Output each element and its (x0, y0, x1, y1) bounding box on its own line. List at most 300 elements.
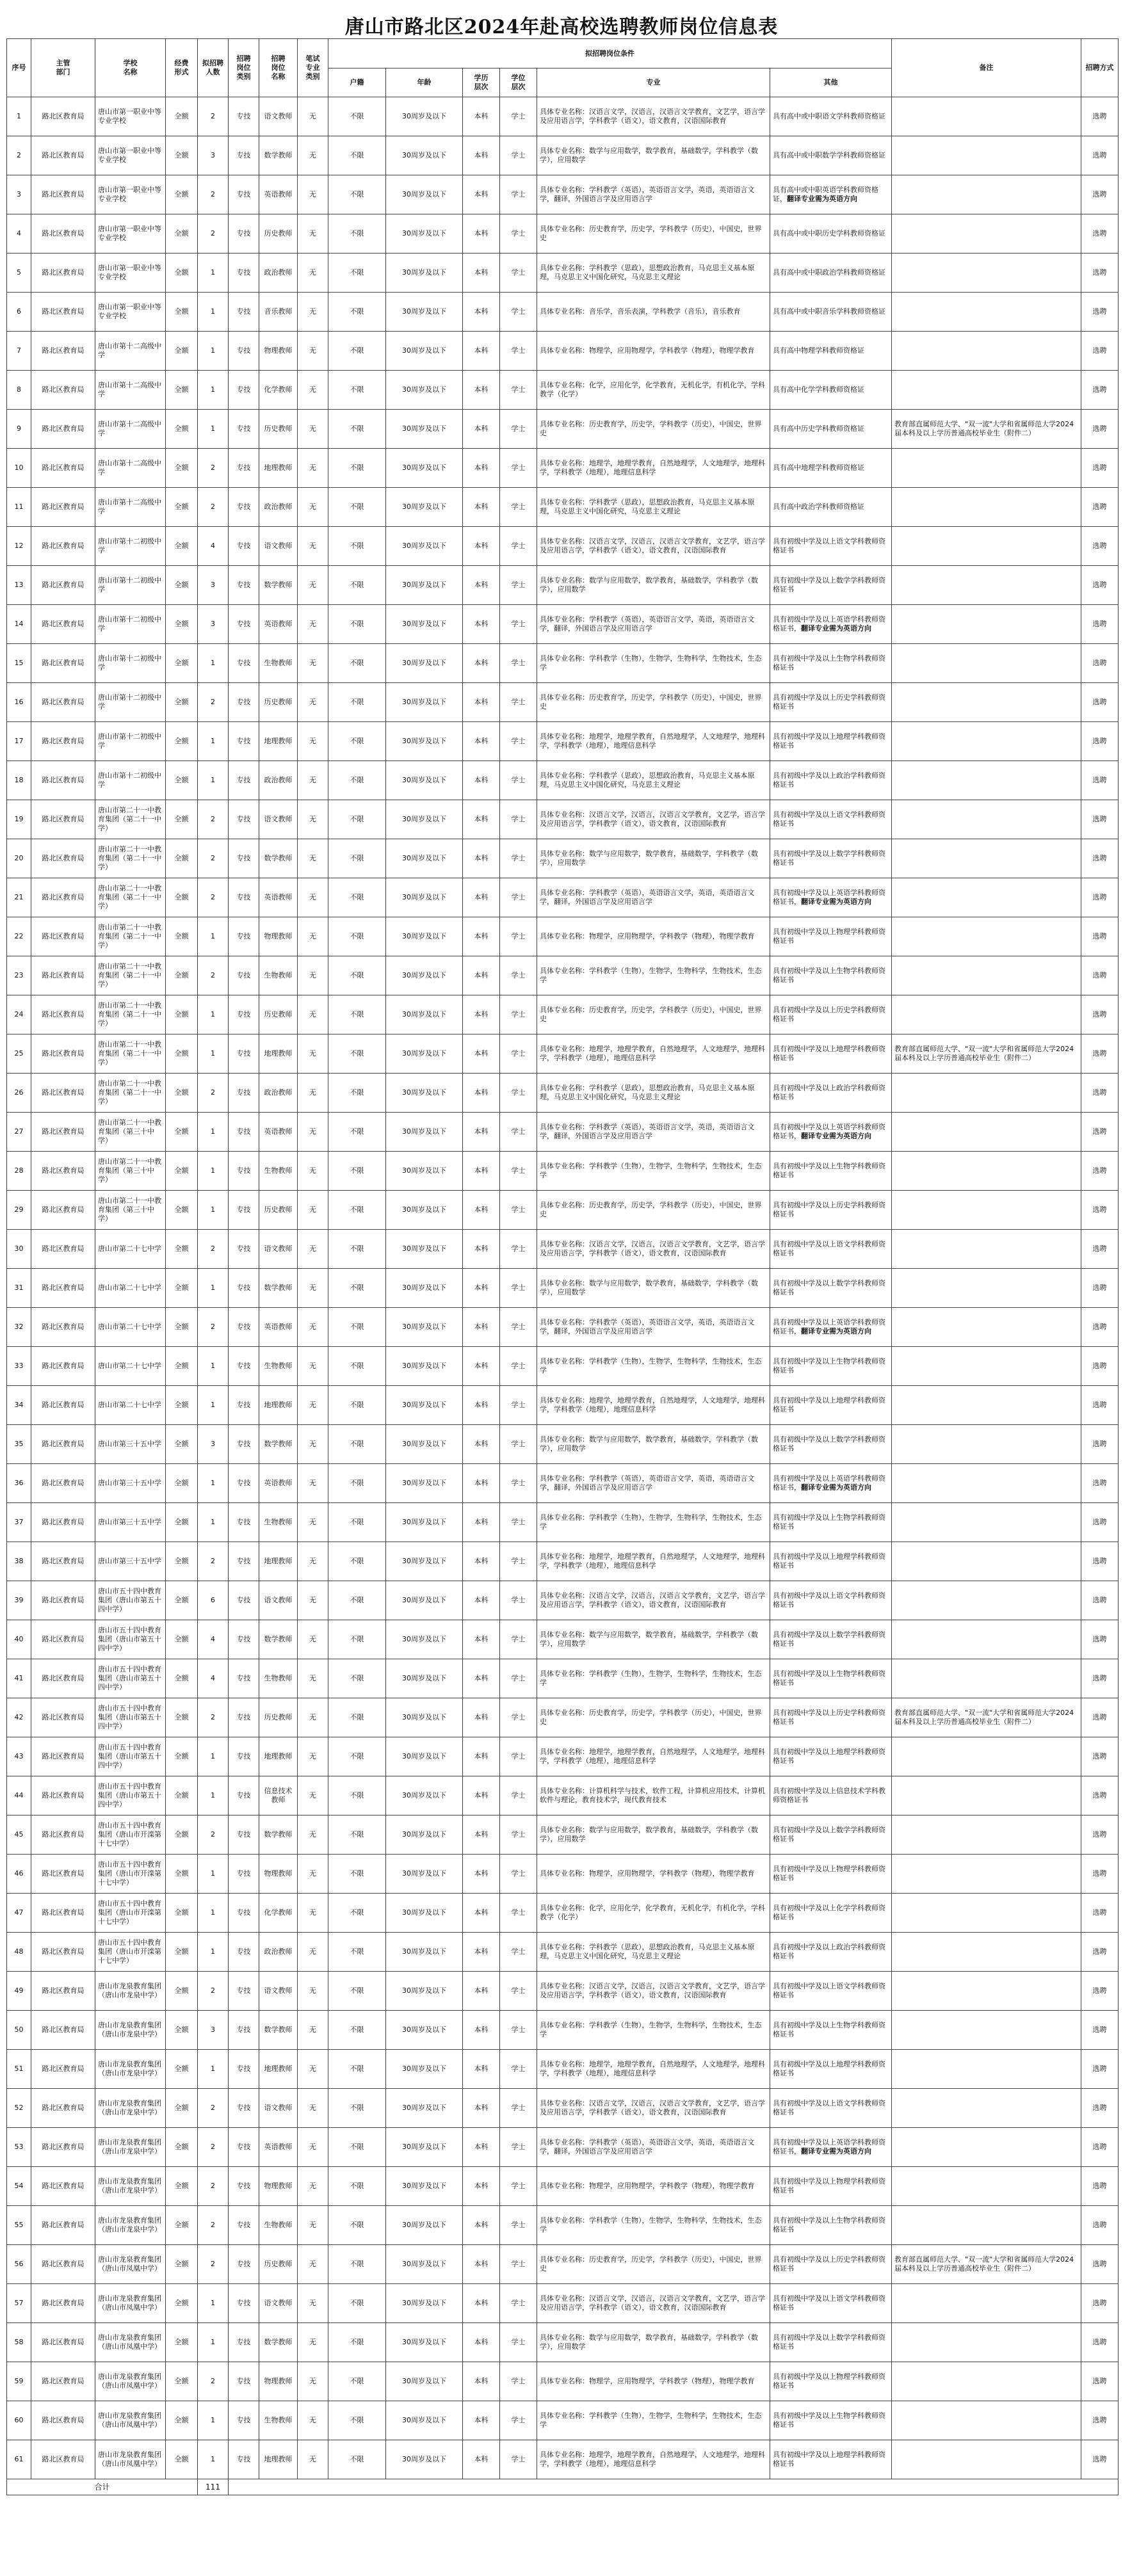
cell-dept: 路北区教育局 (31, 1386, 95, 1425)
cell-funding: 全额 (166, 917, 198, 956)
cell-edu: 本科 (463, 1972, 500, 2011)
cell-post: 物理教师 (259, 1855, 298, 1894)
cell-degree: 学士 (500, 136, 537, 175)
cell-degree: 学士 (500, 1776, 537, 1815)
cell-method: 选聘 (1081, 1386, 1119, 1425)
requirement-text: 具有高中或中职政治学科教师资格证 (773, 268, 885, 277)
cell-degree: 学士 (500, 1464, 537, 1503)
header-funding: 经费 形式 (166, 39, 198, 97)
cell-major: 具体专业名称：学科教学（生物），生物学，生物科学，生物技术，生态学 (537, 644, 770, 683)
cell-hukou: 不限 (328, 410, 386, 449)
page-title: 唐山市路北区2024年赴高校选聘教师岗位信息表 (344, 16, 779, 38)
requirement-text: 具有初级中学及以上生物学科教师资格证书 (773, 2411, 885, 2429)
table-row (7, 488, 1119, 527)
cell-school: 唐山市第二十七中学 (95, 1269, 166, 1308)
cell-post: 物理教师 (259, 917, 298, 956)
cell-degree: 学士 (500, 410, 537, 449)
cell-age: 30周岁及以下 (386, 1347, 463, 1386)
cell-degree: 学士 (500, 214, 537, 254)
cell-school: 唐山市五十四中教育集团（唐山市第五十四中学） (95, 1581, 166, 1620)
table-row (7, 214, 1119, 254)
cell-exam: 无 (298, 566, 328, 605)
cell-funding: 全额 (166, 956, 198, 995)
cell-note: 教育部直属师范大学、"双一流"大学和省属师范大学2024 届本科及以上学历普通高校毕业生（附件二） (892, 2245, 1081, 2284)
cell-exam: 无 (298, 761, 328, 800)
cell-count: 1 (198, 410, 229, 449)
cell-requirement (770, 2050, 892, 2089)
cell-dept: 路北区教育局 (31, 1308, 95, 1347)
cell-category: 专技 (229, 1815, 259, 1855)
cell-degree: 学士 (500, 449, 537, 488)
cell-count: 2 (198, 683, 229, 722)
cell-exam: 无 (298, 214, 328, 254)
cell-hukou: 不限 (328, 2323, 386, 2362)
cell-major: 具体专业名称：学科教学（思政），思想政治教育，马克思主义基本原理，马克思主义中国化研究，马克思主义理论 (537, 761, 770, 800)
cell-major: 具体专业名称：学科教学（思政），思想政治教育，马克思主义基本原理，马克思主义中国化研究，马克思主义理论 (537, 1074, 770, 1113)
cell-count: 2 (198, 1698, 229, 1737)
cell-dept: 路北区教育局 (31, 488, 95, 527)
cell-school: 唐山市第二十七中学 (95, 1386, 166, 1425)
cell-category: 专技 (229, 2128, 259, 2167)
cell-exam: 无 (298, 800, 328, 839)
cell-age: 30周岁及以下 (386, 1464, 463, 1503)
cell-category: 专技 (229, 2089, 259, 2128)
cell-hukou: 不限 (328, 1815, 386, 1855)
cell-post: 语文教师 (259, 97, 298, 136)
cell-seq: 29 (7, 1191, 31, 1230)
cell-major: 具体专业名称：汉语言文学，汉语言，汉语言文学教育，文艺学，语言学及应用语言学，学科教学（语文），语文教育，汉语国际教育 (537, 2284, 770, 2323)
cell-note (892, 566, 1081, 605)
cell-category: 专技 (229, 254, 259, 293)
cell-seq: 24 (7, 995, 31, 1034)
cell-dept: 路北区教育局 (31, 956, 95, 995)
cell-funding: 全额 (166, 1620, 198, 1659)
cell-degree: 学士 (500, 2245, 537, 2284)
cell-note (892, 995, 1081, 1034)
cell-dept: 路北区教育局 (31, 2011, 95, 2050)
cell-hukou: 不限 (328, 917, 386, 956)
cell-school: 唐山市五十四中教育集团（唐山市第五十四中学） (95, 1659, 166, 1698)
cell-exam: 无 (298, 293, 328, 332)
cell-school: 唐山市第一职业中等专业学校 (95, 293, 166, 332)
cell-method: 选聘 (1081, 605, 1119, 644)
cell-method: 选聘 (1081, 1191, 1119, 1230)
cell-seq: 50 (7, 2011, 31, 2050)
cell-requirement (770, 2206, 892, 2245)
table-row (7, 1113, 1119, 1152)
cell-degree: 学士 (500, 293, 537, 332)
cell-funding: 全额 (166, 1737, 198, 1776)
cell-hukou: 不限 (328, 1894, 386, 1933)
cell-school: 唐山市第十二初级中学 (95, 683, 166, 722)
requirement-text: 具有初级中学及以上历史学科教师资格证书 (773, 1709, 885, 1726)
table-row (7, 410, 1119, 449)
cell-exam: 无 (298, 2128, 328, 2167)
cell-exam: 无 (298, 1347, 328, 1386)
cell-post: 历史教师 (259, 1191, 298, 1230)
header-hukou: 户籍 (328, 68, 386, 97)
cell-degree: 学士 (500, 2167, 537, 2206)
cell-seq: 31 (7, 1269, 31, 1308)
cell-category: 专技 (229, 1152, 259, 1191)
cell-category: 专技 (229, 1464, 259, 1503)
table-row (7, 1503, 1119, 1542)
cell-funding: 全额 (166, 2245, 198, 2284)
cell-exam: 无 (298, 1542, 328, 1581)
cell-school: 唐山市第一职业中等专业学校 (95, 214, 166, 254)
cell-dept: 路北区教育局 (31, 1698, 95, 1737)
cell-funding: 全额 (166, 2167, 198, 2206)
cell-edu: 本科 (463, 1464, 500, 1503)
cell-dept: 路北区教育局 (31, 2362, 95, 2401)
cell-count: 1 (198, 293, 229, 332)
cell-edu: 本科 (463, 332, 500, 371)
cell-dept: 路北区教育局 (31, 683, 95, 722)
cell-seq: 18 (7, 761, 31, 800)
requirement-text: 具有初级中学及以上历史学科教师资格证书 (773, 1006, 885, 1023)
requirement-emphasis: 翻译专业需为英语方向 (801, 1132, 871, 1140)
cell-requirement (770, 644, 892, 683)
cell-school: 唐山市第二十七中学 (95, 1230, 166, 1269)
cell-category: 专技 (229, 2362, 259, 2401)
cell-seq: 9 (7, 410, 31, 449)
cell-hukou: 不限 (328, 488, 386, 527)
cell-degree: 学士 (500, 2362, 537, 2401)
cell-hukou: 不限 (328, 254, 386, 293)
cell-edu: 本科 (463, 566, 500, 605)
cell-count: 3 (198, 566, 229, 605)
cell-edu: 本科 (463, 371, 500, 410)
cell-major: 具体专业名称：音乐学，音乐表演，学科教学（音乐），音乐教育 (537, 293, 770, 332)
cell-funding: 全额 (166, 1464, 198, 1503)
cell-age: 30周岁及以下 (386, 839, 463, 878)
cell-dept: 路北区教育局 (31, 1034, 95, 1074)
cell-hukou: 不限 (328, 995, 386, 1034)
table-row (7, 995, 1119, 1034)
cell-school: 唐山市五十四中教育集团（唐山市第五十四中学） (95, 1737, 166, 1776)
cell-school: 唐山市五十四中教育集团（唐山市开滦第十七中学） (95, 1894, 166, 1933)
cell-age: 30周岁及以下 (386, 214, 463, 254)
cell-post: 物理教师 (259, 2167, 298, 2206)
cell-seq: 7 (7, 332, 31, 371)
cell-major: 具体专业名称：化学，应用化学，化学教育，无机化学，有机化学，学科教学（化学） (537, 371, 770, 410)
cell-count: 2 (198, 1815, 229, 1855)
cell-degree: 学士 (500, 644, 537, 683)
cell-edu: 本科 (463, 1503, 500, 1542)
cell-category: 专技 (229, 1933, 259, 1972)
cell-exam: 无 (298, 2206, 328, 2245)
cell-age: 30周岁及以下 (386, 1815, 463, 1855)
cell-requirement (770, 1152, 892, 1191)
cell-note (892, 1230, 1081, 1269)
cell-post: 语文教师 (259, 1972, 298, 2011)
header-major: 专业 (537, 68, 770, 97)
cell-age: 30周岁及以下 (386, 566, 463, 605)
requirement-text: 具有初级中学及以上生物学科教师资格证书 (773, 2021, 885, 2038)
requirement-text: 具有初级中学及以上生物学科教师资格证书 (773, 1357, 885, 1374)
cell-degree: 学士 (500, 2401, 537, 2440)
cell-seq: 53 (7, 2128, 31, 2167)
cell-degree: 学士 (500, 1386, 537, 1425)
cell-count: 2 (198, 878, 229, 917)
cell-count: 1 (198, 332, 229, 371)
cell-hukou: 不限 (328, 2128, 386, 2167)
cell-age: 30周岁及以下 (386, 1034, 463, 1074)
cell-school: 唐山市第二十一中教育集团（第二十一中学） (95, 995, 166, 1034)
cell-major: 具体专业名称：历史教育学，历史学，学科教学（历史），中国史，世界史 (537, 1191, 770, 1230)
cell-degree: 学士 (500, 2206, 537, 2245)
cell-method: 选聘 (1081, 1698, 1119, 1737)
cell-edu: 本科 (463, 605, 500, 644)
cell-seq: 13 (7, 566, 31, 605)
cell-post: 化学教师 (259, 1894, 298, 1933)
cell-seq: 30 (7, 1230, 31, 1269)
cell-category: 专技 (229, 97, 259, 136)
cell-requirement (770, 2401, 892, 2440)
requirement-text: 具有初级中学及以上化学学科教师资格证书 (773, 1904, 885, 1921)
cell-requirement (770, 332, 892, 371)
cell-age: 30周岁及以下 (386, 2362, 463, 2401)
cell-exam: 无 (298, 917, 328, 956)
cell-exam: 无 (298, 1659, 328, 1698)
cell-dept: 路北区教育局 (31, 2401, 95, 2440)
cell-funding: 全额 (166, 293, 198, 332)
table-row (7, 1152, 1119, 1191)
cell-method: 选聘 (1081, 1815, 1119, 1855)
cell-major: 具体专业名称：汉语言文学，汉语言，汉语言文学教育，文艺学，语言学及应用语言学，学科教学（语文），语文教育，汉语国际教育 (537, 97, 770, 136)
cell-post: 历史教师 (259, 683, 298, 722)
cell-degree: 学士 (500, 1074, 537, 1113)
cell-note (892, 2323, 1081, 2362)
cell-degree: 学士 (500, 1269, 537, 1308)
cell-count: 1 (198, 995, 229, 1034)
cell-degree: 学士 (500, 683, 537, 722)
cell-seq: 15 (7, 644, 31, 683)
cell-seq: 17 (7, 722, 31, 761)
cell-requirement (770, 1972, 892, 2011)
cell-note (892, 1620, 1081, 1659)
cell-post: 生物教师 (259, 2206, 298, 2245)
cell-major: 具体专业名称：汉语言文学，汉语言，汉语言文学教育，文艺学，语言学及应用语言学，学科教学（语文），语文教育，汉语国际教育 (537, 2089, 770, 2128)
cell-hukou: 不限 (328, 1464, 386, 1503)
cell-dept: 路北区教育局 (31, 293, 95, 332)
cell-funding: 全额 (166, 1425, 198, 1464)
cell-degree: 学士 (500, 1308, 537, 1347)
cell-method: 选聘 (1081, 566, 1119, 605)
cell-hukou: 不限 (328, 214, 386, 254)
requirement-text: 具有初级中学及以上地理学科教师资格证书 (773, 732, 885, 750)
requirement-text: 具有初级中学及以上语文学科教师资格证书 (773, 2294, 885, 2312)
cell-dept: 路北区教育局 (31, 97, 95, 136)
cell-hukou: 不限 (328, 1698, 386, 1737)
cell-requirement (770, 2089, 892, 2128)
cell-category: 专技 (229, 2245, 259, 2284)
cell-seq: 55 (7, 2206, 31, 2245)
cell-age: 30周岁及以下 (386, 1074, 463, 1113)
cell-age: 30周岁及以下 (386, 449, 463, 488)
cell-funding: 全额 (166, 332, 198, 371)
cell-edu: 本科 (463, 1386, 500, 1425)
header-category: 招聘 岗位 类别 (229, 39, 259, 97)
cell-count: 1 (198, 1386, 229, 1425)
cell-seq: 34 (7, 1386, 31, 1425)
cell-exam: 无 (298, 175, 328, 214)
cell-funding: 全额 (166, 1542, 198, 1581)
cell-funding: 全额 (166, 2440, 198, 2479)
requirement-text: 具有初级中学及以上政治学科教师资格证书 (773, 1943, 885, 1960)
cell-school: 唐山市龙泉教育集团（唐山市龙泉中学） (95, 2206, 166, 2245)
cell-requirement (770, 1074, 892, 1113)
cell-requirement (770, 1347, 892, 1386)
cell-requirement (770, 566, 892, 605)
cell-seq: 44 (7, 1776, 31, 1815)
cell-requirement (770, 2245, 892, 2284)
cell-note (892, 1542, 1081, 1581)
cell-note (892, 527, 1081, 566)
requirement-text: 具有初级中学及以上数学学科教师资格证书 (773, 576, 885, 593)
table-header (7, 39, 1119, 97)
cell-edu: 本科 (463, 917, 500, 956)
cell-seq: 26 (7, 1074, 31, 1113)
cell-note (892, 605, 1081, 644)
cell-post: 历史教师 (259, 410, 298, 449)
cell-post: 化学教师 (259, 371, 298, 410)
cell-funding: 全额 (166, 683, 198, 722)
cell-requirement (770, 1894, 892, 1933)
cell-degree: 学士 (500, 1503, 537, 1542)
cell-requirement (770, 488, 892, 527)
cell-seq: 6 (7, 293, 31, 332)
cell-note (892, 1933, 1081, 1972)
cell-post: 英语教师 (259, 605, 298, 644)
cell-hukou: 不限 (328, 1776, 386, 1815)
cell-major: 具体专业名称：历史教育学，历史学，学科教学（历史），中国史，世界史 (537, 214, 770, 254)
cell-note (892, 1386, 1081, 1425)
cell-method: 选聘 (1081, 332, 1119, 371)
header-count: 拟招聘 人数 (198, 39, 229, 97)
cell-requirement (770, 1191, 892, 1230)
cell-hukou: 不限 (328, 1620, 386, 1659)
cell-requirement (770, 1269, 892, 1308)
cell-category: 专技 (229, 1425, 259, 1464)
cell-edu: 本科 (463, 800, 500, 839)
table-row (7, 1386, 1119, 1425)
cell-category: 专技 (229, 1737, 259, 1776)
cell-post: 地理教师 (259, 1737, 298, 1776)
cell-major: 具体专业名称：汉语言文学，汉语言，汉语言文学教育，文艺学，语言学及应用语言学，学科教学（语文），语文教育，汉语国际教育 (537, 1972, 770, 2011)
requirement-text: 具有初级中学及以上地理学科教师资格证书 (773, 1748, 885, 1765)
cell-edu: 本科 (463, 683, 500, 722)
cell-note (892, 917, 1081, 956)
cell-edu: 本科 (463, 1425, 500, 1464)
cell-major: 具体专业名称：地理学，地理学教育，自然地理学，人文地理学，地理科学，学科教学（地理），地理信息科学 (537, 1737, 770, 1776)
cell-category: 专技 (229, 1698, 259, 1737)
cell-dept: 路北区教育局 (31, 1113, 95, 1152)
cell-exam: 无 (298, 488, 328, 527)
cell-note (892, 1659, 1081, 1698)
cell-major: 具体专业名称：历史教育学，历史学，学科教学（历史），中国史，世界史 (537, 410, 770, 449)
cell-requirement (770, 839, 892, 878)
cell-category: 专技 (229, 1855, 259, 1894)
cell-note (892, 136, 1081, 175)
cell-age: 30周岁及以下 (386, 878, 463, 917)
table-row (7, 136, 1119, 175)
cell-count: 1 (198, 371, 229, 410)
cell-exam: 无 (298, 839, 328, 878)
cell-funding: 全额 (166, 136, 198, 175)
cell-major: 具体专业名称：学科教学（生物），生物学，生物科学，生物技术，生态学 (537, 1503, 770, 1542)
cell-seq: 16 (7, 683, 31, 722)
cell-funding: 全额 (166, 1894, 198, 1933)
table-row (7, 2089, 1119, 2128)
cell-degree: 学士 (500, 1542, 537, 1581)
table-row (7, 2206, 1119, 2245)
cell-seq: 2 (7, 136, 31, 175)
cell-school: 唐山市龙泉教育集团（唐山市龙泉中学） (95, 2050, 166, 2089)
cell-category: 专技 (229, 488, 259, 527)
cell-exam: 无 (298, 1152, 328, 1191)
cell-dept: 路北区教育局 (31, 136, 95, 175)
cell-note (892, 2011, 1081, 2050)
cell-degree: 学士 (500, 2284, 537, 2323)
cell-school: 唐山市第二十一中教育集团（第二十一中学） (95, 1034, 166, 1074)
cell-school: 唐山市第三十五中学 (95, 1464, 166, 1503)
cell-category: 专技 (229, 995, 259, 1034)
table-row (7, 2167, 1119, 2206)
cell-requirement (770, 293, 892, 332)
cell-major: 具体专业名称：地理学，地理学教育，自然地理学，人文地理学，地理科学，学科教学（地理），地理信息科学 (537, 449, 770, 488)
cell-category: 专技 (229, 2206, 259, 2245)
table-row (7, 1581, 1119, 1620)
cell-count: 2 (198, 2245, 229, 2284)
cell-funding: 全额 (166, 995, 198, 1034)
requirement-emphasis: 翻译专业需为英语方向 (801, 1327, 871, 1335)
cell-method: 选聘 (1081, 2011, 1119, 2050)
cell-post: 英语教师 (259, 878, 298, 917)
cell-exam: 无 (298, 97, 328, 136)
cell-requirement (770, 1034, 892, 1074)
cell-note (892, 956, 1081, 995)
cell-method: 选聘 (1081, 2050, 1119, 2089)
cell-major: 具体专业名称：地理学，地理学教育，自然地理学，人文地理学，地理科学，学科教学（地理），地理信息科学 (537, 1034, 770, 1074)
cell-post: 数学教师 (259, 136, 298, 175)
cell-hukou: 不限 (328, 605, 386, 644)
cell-hukou: 不限 (328, 527, 386, 566)
cell-count: 3 (198, 2011, 229, 2050)
cell-category: 专技 (229, 722, 259, 761)
cell-method: 选聘 (1081, 2167, 1119, 2206)
cell-age: 30周岁及以下 (386, 527, 463, 566)
table-row (7, 1034, 1119, 1074)
cell-seq: 36 (7, 1464, 31, 1503)
cell-category: 专技 (229, 1659, 259, 1698)
cell-school: 唐山市第一职业中等专业学校 (95, 254, 166, 293)
cell-hukou: 不限 (328, 1347, 386, 1386)
cell-age: 30周岁及以下 (386, 410, 463, 449)
cell-note (892, 761, 1081, 800)
cell-method: 选聘 (1081, 2206, 1119, 2245)
cell-hukou: 不限 (328, 1425, 386, 1464)
requirement-text: 具有初级中学及以上物理学科教师资格证书 (773, 2177, 885, 2194)
cell-count: 2 (198, 449, 229, 488)
cell-dept: 路北区教育局 (31, 761, 95, 800)
cell-edu: 本科 (463, 293, 500, 332)
table-footer (7, 2479, 1119, 2495)
cell-exam: 无 (298, 136, 328, 175)
cell-category: 专技 (229, 2284, 259, 2323)
cell-count: 1 (198, 1503, 229, 1542)
requirement-text: 具有初级中学及以上历史学科教师资格证书 (773, 1201, 885, 1218)
